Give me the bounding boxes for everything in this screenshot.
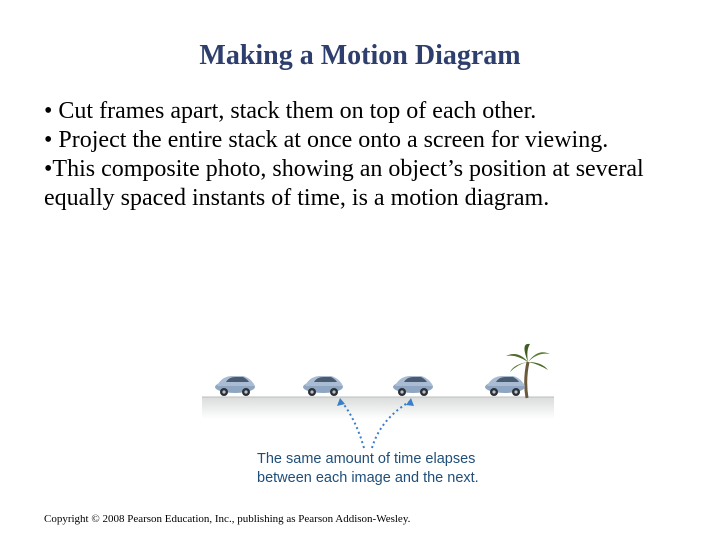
caption-line: between each image and the next. <box>257 470 479 486</box>
figure-caption <box>257 450 517 488</box>
road-surface <box>202 397 554 419</box>
car-icon <box>393 376 433 396</box>
bullet-item: •This composite photo, showing an object’s position at several equally spaced instants of time, is a motion diagram. <box>44 156 644 211</box>
bullet-item: • Cut frames apart, stack them on top of each other. <box>44 98 537 124</box>
car-icon <box>303 376 343 396</box>
bullet-list <box>44 97 684 213</box>
copyright-notice: Copyright © 2008 Pearson Education, Inc., publishing as Pearson Addison-Wesley. <box>44 513 411 525</box>
slide-title: Making a Motion Diagram <box>199 40 521 71</box>
bullet-item: • Project the entire stack at once onto a screen for viewing. <box>44 127 609 153</box>
car-icon <box>485 376 525 396</box>
car-icon <box>215 376 255 396</box>
caption-line: The same amount of time elapses <box>257 451 476 467</box>
